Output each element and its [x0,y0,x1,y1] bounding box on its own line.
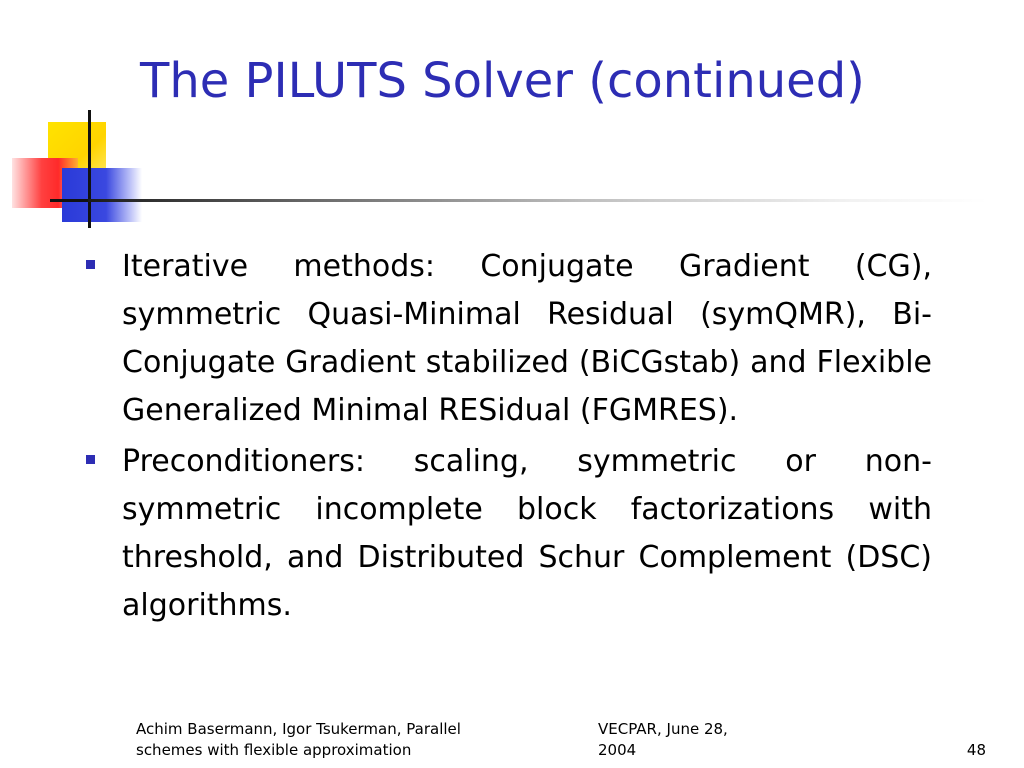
bullet-item-preconditioners [84,438,932,630]
footer-conference-line2: 2004 [598,741,637,759]
corner-ornament [0,0,160,230]
bullet-text: Preconditioners: scaling, symmetric or non-symmetric incomplete block factorizations with threshold, and Distributed Schur Complement (DSC) algorithms. [122,444,932,623]
bullet-list [84,243,932,633]
ornament-blue-bar [62,168,142,222]
footer-authors-line1: Achim Basermann, Igor Tsukerman, Parallel [136,720,461,738]
footer-authors [136,719,556,761]
bullet-text: Iterative methods: Conjugate Gradient (CG), symmetric Quasi-Minimal Residual (symQMR), Bi-Conjugate Gradient stabilized (BiCGstab) and Flexible Generalized Minimal RESidual (FGMRES). [122,249,932,428]
footer-conference-line1: VECPAR, June 28, [598,720,728,738]
bullet-item-iterative-methods [84,243,932,435]
footer-conference [598,719,778,761]
page-number: 48 [966,741,986,759]
title-underline [88,199,988,202]
footer-authors-line2: schemes with flexible approximation [136,741,412,759]
square-bullet-icon [86,455,95,464]
ornament-vertical-line [88,110,91,228]
slide-title: The PILUTS Solver (continued) [140,53,865,109]
square-bullet-icon [86,260,95,269]
